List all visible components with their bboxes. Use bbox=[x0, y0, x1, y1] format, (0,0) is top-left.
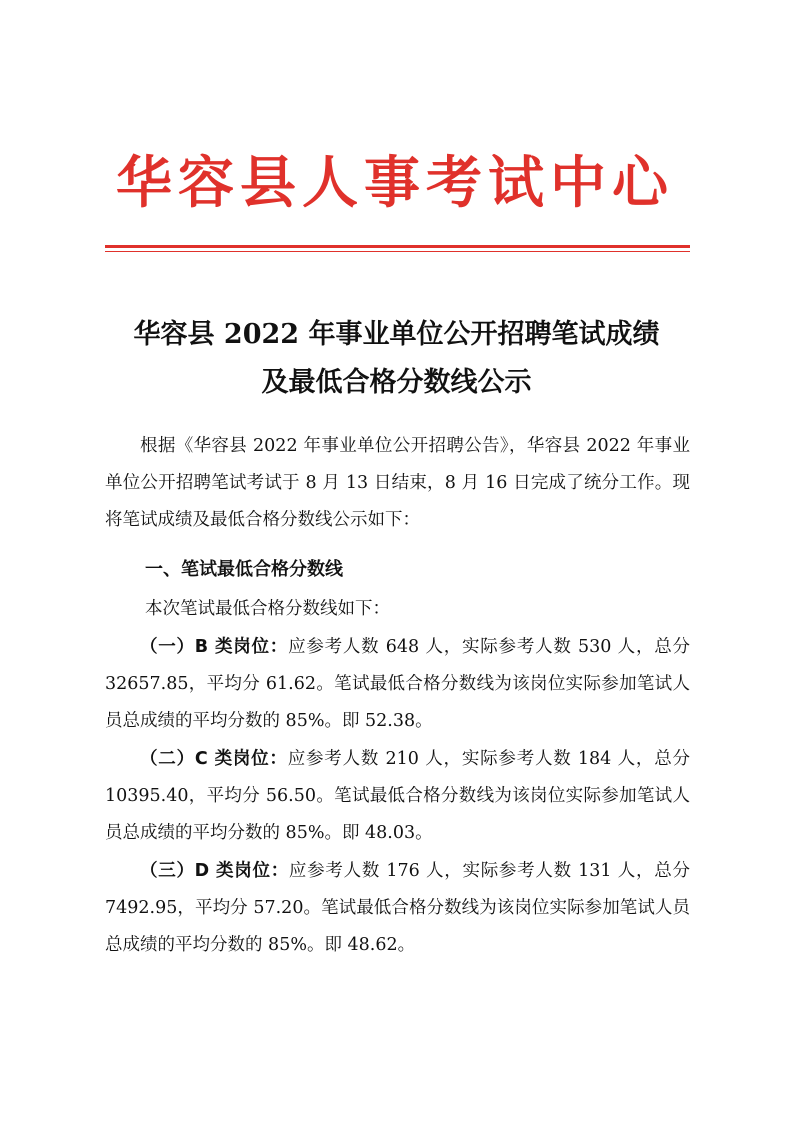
category-paragraph-d bbox=[105, 853, 690, 964]
category-text: 应参考人数 176 人，实际参考人数 131 人，总分 7492.95，平均分 57.20。笔试最低合格分数线为该岗位实际参加笔试人员总成绩的平均分数的 85%。即 48.62。 bbox=[105, 861, 690, 955]
category-label: （二）C 类岗位： bbox=[140, 749, 288, 769]
category-paragraph-c bbox=[105, 741, 690, 852]
category-text: 应参考人数 648 人，实际参考人数 530 人，总分 32657.85，平均分 61.62。笔试最低合格分数线为该岗位实际参加笔试人员总成绩的平均分数的 85%。即 52.38。 bbox=[105, 637, 690, 731]
letterhead-org-name: 华容县人事考试中心 bbox=[116, 151, 674, 216]
category-label: （一）B 类岗位： bbox=[140, 637, 289, 657]
document-title-line1: 华容县 2022 年事业单位公开招聘笔试成绩 bbox=[133, 319, 660, 350]
category-label: （三）D 类岗位： bbox=[140, 861, 289, 881]
letterhead-divider-thick bbox=[105, 245, 690, 248]
section-heading: 一、笔试最低合格分数线 bbox=[145, 559, 343, 580]
intro-paragraph: 根据《华容县 2022 年事业单位公开招聘公告》，华容县 2022 年事业单位公开招聘笔试考试于 8 月 13 日结束，8 月 16 日完成了统分工作。现将笔试成绩及最低合格分数线公示如下： bbox=[105, 436, 690, 530]
letterhead-divider-thin bbox=[105, 251, 690, 252]
section-intro: 本次笔试最低合格分数线如下： bbox=[145, 599, 390, 619]
document-title-line2: 及最低合格分数线公示 bbox=[261, 367, 532, 398]
category-text: 应参考人数 210 人，实际参考人数 184 人，总分 10395.40，平均分 56.50。笔试最低合格分数线为该岗位实际参加笔试人员总成绩的平均分数的 85%。即 48.03。 bbox=[105, 749, 691, 843]
category-paragraph-b bbox=[105, 629, 690, 740]
